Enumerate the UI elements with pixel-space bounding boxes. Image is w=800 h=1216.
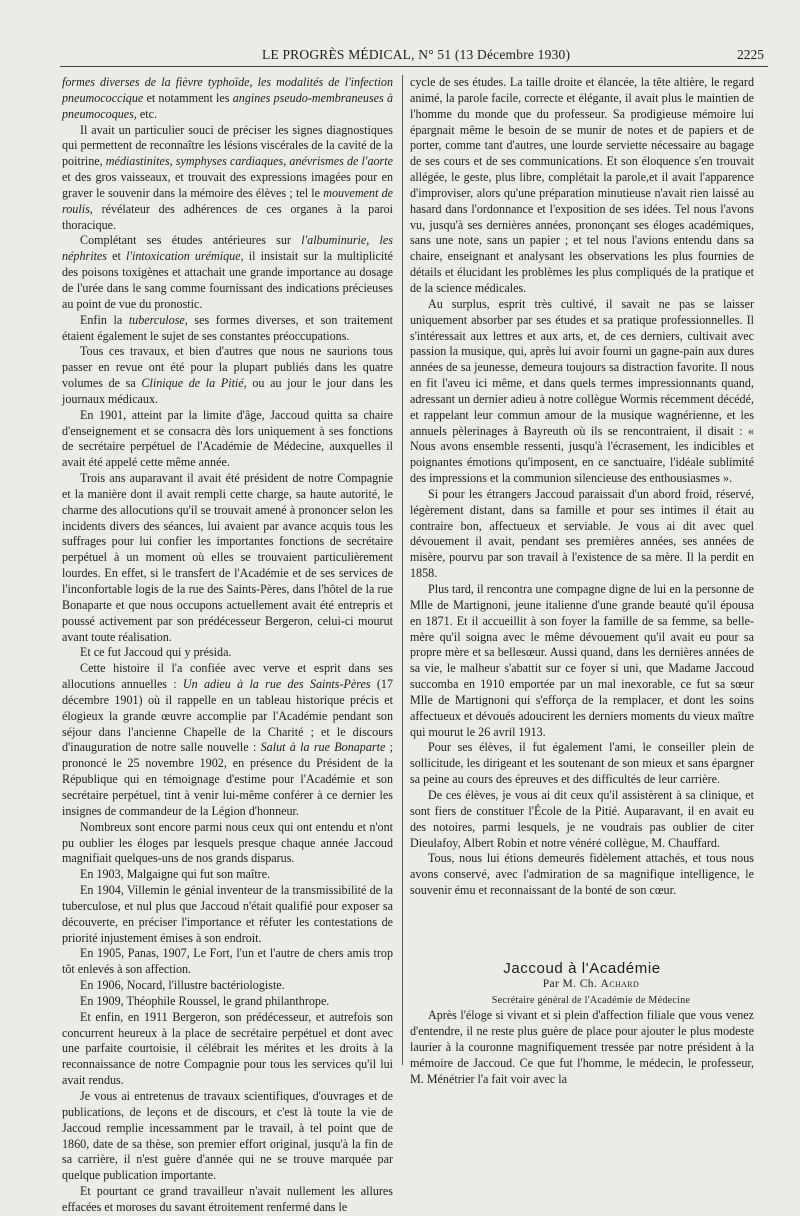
text: Et ce fut Jaccoud qui y présida. [80, 645, 232, 660]
byline-prefix: Par M. Ch. [542, 977, 601, 990]
paragraph [62, 994, 393, 1010]
text: et [107, 249, 127, 264]
paragraph [410, 740, 754, 788]
paragraph [410, 1008, 754, 1087]
text: ; prononcé le 25 novembre 1902, en présence du Président de la République qui en témoignage d'estime pour l'Académie et son secrétaire perpétuel, tint à venir lui-même conférer à ce dernier les insignes de commandeur de la Légion d'honneur. [62, 740, 393, 818]
text: Si pour les étrangers Jaccoud paraissait d'un abord froid, réservé, légèrement distant, dans sa famille et pour ses intimes il était au contraire bon, affectueux et serviable. Je vous ai dit avec quel dévouement il avait, pendant ses premières années, ses années de misère, pourvu par son travail à l'existence de sa mère. Il la perdit en 1858. [410, 486, 754, 581]
paragraph [62, 313, 393, 345]
text: En 1909, Théophile Roussel, le grand philanthrope. [80, 993, 330, 1008]
paragraph [62, 883, 393, 946]
italic-text: tuberculose, [128, 312, 188, 327]
italic-text: l'albuminurie, les néphrites [62, 233, 393, 264]
paragraph [62, 233, 393, 312]
italic-text: Clinique de la Pitié, [141, 376, 247, 391]
paragraph [62, 1010, 393, 1089]
text: et notamment les [143, 90, 233, 105]
article-subtitle: Secrétaire général de l'Académie de Médecine [491, 994, 691, 1006]
text: Nombreux sont encore parmi nous ceux qui ont entendu et n'ont pu oublier les éloges par lesquels presque chaque année Jaccoud magnifiait quelques-uns de nos grands disparus. [62, 819, 393, 866]
text: etc. [136, 106, 158, 121]
paragraph [62, 1184, 393, 1216]
italic-text: médiastinites, symphyses cardiaques, anévrismes de l'aorte [105, 154, 393, 169]
paragraph [62, 946, 393, 978]
paragraph [62, 471, 393, 645]
text: Complétant ses études antérieures sur [80, 233, 302, 248]
paragraph [62, 1089, 393, 1184]
text: et des gros vaisseaux, et trouvait des expressions imagées pour en graver le souvenir dans la mémoire des élèves ; tel le [62, 170, 393, 200]
paragraph [62, 75, 393, 123]
text: Plus tard, il rencontra une compagne digne de lui en la personne de Mlle de Martignoni, jeune italienne d'une grande beauté qu'il épousa en 1871. Et il accueillit à son foyer la famille de sa femme, sa belle-mère qu'il soigna avec le même dévouement qu'il avait eu pour sa propre mère et sa bellesœur. Aussi quand, dans les dernières années de sa vie, le malheur s'abattit sur ce foyer si uni, que Madame Jaccoud succomba en 1910 emportée par un mal inexorable, ce fut sa sœur Mlle de Martignoni qui s'efforça de la remplacer, et dont les soins affectueux et dévoués adoucirent les derniers moments du vieux maître qui mourut le 26 avril 1913. [410, 582, 754, 739]
paragraph [410, 851, 754, 899]
text: Et enfin, en 1911 Bergeron, son prédécesseur, et autrefois son concurrent heureux à la place de secrétaire perpétuel et dont avec une parfaite courtoisie, il célébrait les mérites et les droits à la reconnaissance de notre Compagnie pour tous les services qu'il lui avait rendus. [62, 1009, 393, 1088]
paragraph [62, 123, 393, 234]
italic-text: angines pseudo-membraneuses à pneumocoques, [62, 90, 393, 121]
text: Trois ans auparavant il avait été président de notre Compagnie et la manière dont il avait rempli cette charge, sa haute autorité, le charme des allocutions qu'il se trouvait amené à prononcer selon les incidents divers des séances, lui avaient par avance acquis tous les suffrages pour lui confier les importantes fonctions de secrétaire perpétuel à un moment où elles se trouvaient particulièrement lourdes. En effet, si le transfert de l'Académie et de ses services de l'inconfortable logis de la rue des Saints-Pères, dans l'hôtel de la rue Bonaparte et que nous occupons actuellement avait été entrepris et poussé activement par son prédécesseur Bergeron, celui-ci mourut avant toute réalisation. [62, 471, 393, 644]
page-number: 2225 [737, 47, 764, 62]
text: Tous, nous lui étions demeurés fidèlement attachés, et tous nous avons conservé, avec l'admiration de sa magnifique intelligence, le souvenir ému et reconnaissant de la bonté de son cœur. [410, 851, 754, 898]
article-byline [410, 977, 754, 993]
byline-author: Achard [600, 977, 640, 990]
paragraph [62, 344, 393, 407]
text: il insistait sur la multiplicité des poisons toxigènes et attachait une grande importance au dosage de l'urée dans le sang comme fournissant des indications précieuses au point de vue du pronostic. [62, 249, 393, 311]
text: Après l'éloge si vivant et si plein d'affection filiale que vous venez d'entendre, il ne reste plus guère de place pour ajouter le plus modeste laurier à la couronne magnifiquement tressée par notre président à la mémoire de Jaccoud. Ce que fut l'homme, le médecin, le professeur, M. Ménétrier l'a fait voir avec la [410, 1008, 754, 1086]
text: ou au jour le jour dans les journaux médicaux. [62, 376, 394, 406]
text: révélateur des adhérences de ces organes à la paroi thoracique. [62, 201, 393, 232]
text: En 1903, Malgaigne qui fut son maître. [80, 867, 271, 882]
text: Et pourtant ce grand travailleur n'avait nullement les allures effacées et moroses du savant étroitement renfermé dans le [62, 1184, 393, 1214]
text: Je vous ai entretenus de travaux scientifiques, d'ouvrages et de publications, de leçons et de discours, et c'est là toute la vie de Jaccoud remplie incessamment par le travail, à tel point que de 1860, date de sa thèse, son premier effort original, jusqu'à la fin de sa carrière, il n'est guère d'année qui ne se trouve marquée par quelque publication importante. [62, 1089, 393, 1183]
text: En 1901, atteint par la limite d'âge, Jaccoud quitta sa chaire d'enseignement et se consacra dès lors uniquement à ses fonctions de secrétaire perpétuel de l'Académie de Médecine, auxquelles il avait été appelé cette même année. [62, 407, 393, 470]
running-title: LE PROGRÈS MÉDICAL, N° 51 (13 Décembre 1930) [262, 47, 571, 62]
text: Pour ses élèves, il fut également l'ami, le conseiller plein de sollicitude, les dirigeant et les soutenant de son mieux et sans épargner sa peine au cours des épreuves et des difficultés de leur carrière. [410, 740, 754, 787]
paragraph [410, 297, 754, 487]
article-body [410, 1008, 754, 1087]
left-column [62, 75, 393, 1216]
text: ses formes diverses, et son traitement étaient également le sujet de ses constantes préoccupations. [62, 312, 393, 343]
text: Tous ces travaux, et bien d'autres que nous ne saurions tous passer en revue ont été pour la plupart publiés dans les quatre volumes de sa [62, 344, 393, 391]
italic-text: formes diverses de la fièvre typhoïde, les modalités de l'infection pneumococcique [62, 75, 393, 105]
paragraph [410, 487, 754, 582]
paragraph [62, 820, 393, 868]
italic-text: Salut à la rue Bonaparte [260, 740, 386, 755]
text: En 1905, Panas, 1907, Le Fort, l'un et l'autre de chers amis trop tôt enlevés à son affection. [62, 946, 393, 977]
text: Enfin la [80, 312, 129, 327]
paragraph [410, 788, 754, 851]
paragraph [62, 978, 393, 994]
paragraph [62, 867, 393, 883]
text: Il avait un particulier souci de préciser les signes diagnostiques qui permettent de reconnaître les lésions viscérales de la cavité de la poitrine, [62, 122, 393, 169]
text: Au surplus, esprit très cultivé, il savait ne pas se laisser uniquement absorber par ses études et sa pratique professionnelles. Il s'intéressait aux lettres et aux arts, et, de ces derniers, cultivait avec passion la musique, qui, après lui avoir fourni un gagne-pain aux dures années de sa jeunesse, demeura toujours sa distraction favorite. Il nous en fit l'aveu ici même, et dans quels termes impressionnants quand, adressant un dernier adieu à notre collègue Wormis récemment décédé, et rappelant leur commun amour de la musique wagnérienne, et les annuels pèlerinages à Bayreuth où ils se rencontraient, il disait : « Nous avons ensemble ressenti, jusqu'à l'écrasement, les indicibles et poignantes émotions qu'imposent, en ce sanctuaire, l'idéale sublimité des impressions et la communion silencieuse des enthousiasmes ». [410, 296, 754, 486]
text: cycle de ses études. La taille droite et élancée, la tête altière, le regard animé, la parole facile, correcte et élégante, il avait plus le maintien de l'homme du monde que du professeur. Sa prodigieuse mémoire lui épargnait même le besoin de se munir de notes et de papiers et de porter, comme tant d'autres, une lourde serviette nécessaire au bagage de ses cours et de ses communications. Et son éloquence s'en trouvait allégée, le geste, plus libre, complétait la parole,et il avait l'apparence d'improviser, alors qu'une préparation minutieuse n'avait rien laissé au hasard dans l'ordonnance et l'exposition de ses idées. Tel nous l'avons vu, jusqu'à ses dernières années, prononçant ses éloges académiques, sans une note, sans un papier ; et tel nous l'avions entendu dans sa chaire, enseignant et analysant les observations les plus fournies de détails et élucidant les problèmes les plus compliqués de la pratique et de la science médicales. [410, 75, 754, 295]
text: (17 décembre 1901) où il rappelle en un tableau historique précis et élogieux la grande œuvre accomplie par l'Académie pendant son séjour dans l'ancienne Chapelle de la Charité ; et le discours d'inauguration de notre salle nouvelle : [62, 677, 393, 755]
paragraph [62, 408, 393, 471]
italic-text: mouvement de roulis, [62, 185, 393, 216]
italic-text: Un adieu à la rue des Saints-Pères [182, 677, 371, 692]
right-column [410, 75, 754, 1088]
text: En 1906, Nocard, l'illustre bactériologiste. [80, 978, 285, 993]
column-divider [402, 75, 403, 1065]
running-header [60, 46, 768, 67]
paragraph [62, 645, 393, 661]
text: En 1904, Villemin le génial inventeur de la transmissibilité de la tuberculose, et nul plus que Jaccoud n'était qualifié pour exposer sa découverte, en préciser l'importance et réfuter les contestations de priorité injustement émises à son endroit. [62, 883, 393, 945]
italic-text: l'intoxication urémique, [126, 249, 244, 264]
text: De ces élèves, je vous ai dit ceux qu'il assistèrent à sa clinique, et sont fiers de constituer l'École de la Pitié. Auparavant, il en avait eu des notoires, parmi lesquels, je ne voudrais pas oublier de citer Dieulafoy, Albert Robin et notre vénéré collègue, M. Chauffard. [410, 787, 754, 850]
paragraph [410, 75, 754, 297]
article-title: Jaccoud à l'Académie [503, 959, 661, 977]
paragraph [410, 582, 754, 740]
paragraph [62, 661, 393, 819]
text: Cette histoire il l'a confiée avec verve et esprit dans ses allocutions annuelles : [62, 661, 393, 692]
right-column-text [410, 75, 754, 899]
